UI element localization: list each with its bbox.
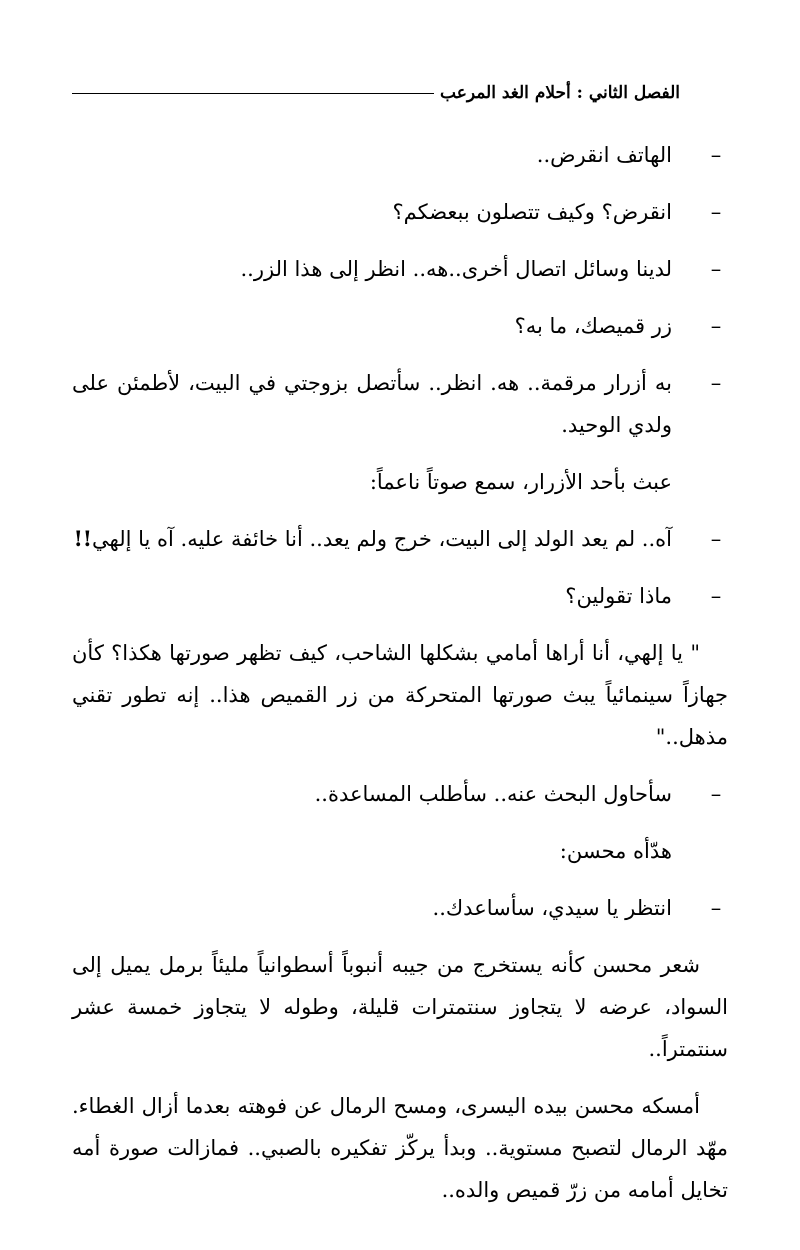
dialogue-text: به أزرار مرقمة.. هه. انظر.. سأتصل بزوجتي في البيت، لأطمئن على ولدي الوحيد. [72,371,672,437]
dialogue-text: آه.. لم يعد الولد إلى البيت، خرج ولم يعد.. أنا خائفة عليه. آه يا إلهي [92,527,672,551]
dialogue-dash: – [710,257,722,281]
dialogue-text: لدينا وسائل اتصال أخرى..هه.. انظر إلى هذا الزر.. [240,257,672,281]
running-header [72,78,680,108]
narration-paragraph: " يا إلهي، أنا أراها أمامي بشكلها الشاحب، كيف تظهر صورتها هكذا؟ كأن جهازاً سينمائياً يبث صورتها المتحركة من زر القميص هذا.. إنه تطور تقني مذهل.." [72,641,728,749]
narration-line: هدّأه محسن: [559,839,672,863]
chapter-title: الفصل الثاني : أحلام الغد المرعب [440,83,680,103]
dialogue-dash: – [710,143,722,167]
exclamation-marks: !! [73,526,93,551]
dialogue-line [72,248,728,290]
dialogue-text: زر قميصك، ما به؟ [514,314,672,338]
dialogue-text: انتظر يا سيدي، سأساعدك.. [432,896,672,920]
dialogue-text: سأحاول البحث عنه.. سأطلب المساعدة.. [314,782,672,806]
dialogue-dash: – [710,371,722,395]
dialogue-text: الهاتف انقرض.. [536,143,672,167]
dialogue-dash: – [710,200,722,224]
dialogue-dash: – [710,782,722,806]
dialogue-line [72,134,728,176]
dialogue-text: ماذا تقولين؟ [565,584,672,608]
narration-paragraph: أمسكه محسن بيده اليسرى، ومسح الرمال عن فوهته بعدما أزال الغطاء. مهّد الرمال لتصبح مستوية.. وبدأ يركّز تفكيره بالصبي.. فمازالت صورة أمه تخايل أمامه من زرّ قميص والده.. [72,1094,728,1202]
dialogue-line [72,575,728,617]
dialogue-line [72,191,728,233]
dialogue-line [72,887,728,929]
narration-paragraph: شعر محسن كأنه يستخرج من جيبه أنبوباً أسطوانياً مليئاً برمل يميل إلى السواد، عرضه لا يتجاوز سنتمترات قليلة، وطوله لا يتجاوز خمسة عشر سنتمتراً.. [72,953,728,1061]
dialogue-dash: – [710,314,722,338]
dialogue-line [72,518,728,560]
dialogue-dash: – [710,584,722,608]
page-content [72,134,728,1226]
dialogue-line [72,773,728,815]
dialogue-dash: – [710,896,722,920]
dialogue-text: انقرض؟ وكيف تتصلون ببعضكم؟ [392,200,672,224]
dialogue-line [72,305,728,347]
dialogue-line [72,362,728,446]
dialogue-dash: – [710,527,722,551]
narration-line: عبث بأحد الأزرار، سمع صوتاً ناعماً: [369,470,672,494]
header-rule [72,93,434,94]
